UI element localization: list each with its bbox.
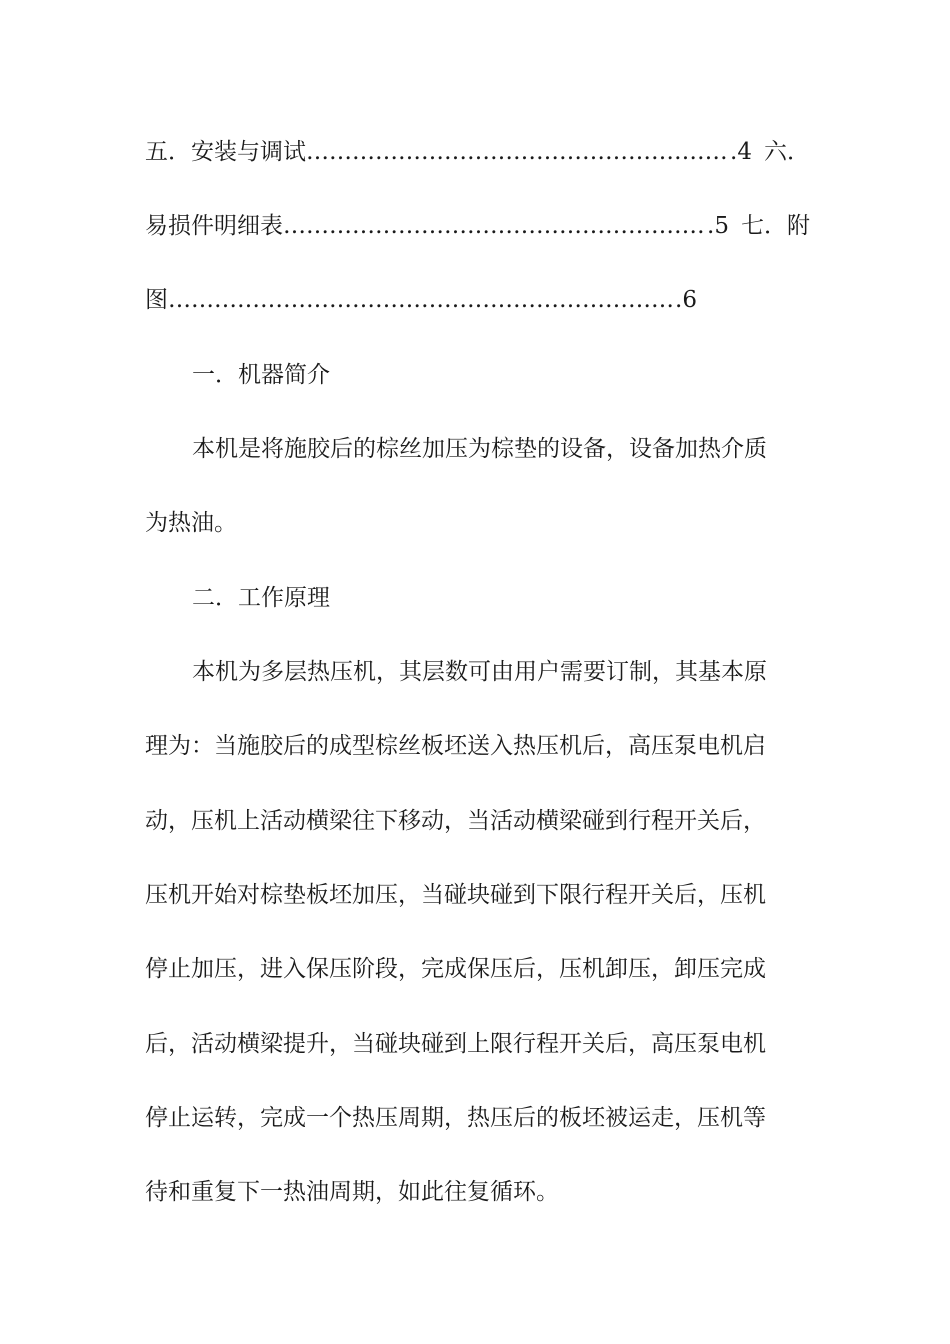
toc-page: .5 xyxy=(707,213,729,239)
toc-next-label: 六． xyxy=(764,139,810,165)
toc-page: .6 xyxy=(675,287,697,313)
paragraph-line: 本机是将施胶后的棕丝加压为棕垫的设备，设备加热介质 xyxy=(192,436,767,462)
paragraph-line: 本机为多层热压机，其层数可由用户需要订制，其基本原 xyxy=(192,659,767,685)
toc-next-label: 七．附 xyxy=(741,213,810,239)
toc-label: 易损件明细表 xyxy=(145,213,283,239)
toc-entry xyxy=(145,137,810,167)
toc-leader-dots xyxy=(168,285,675,315)
toc-leader-dots xyxy=(283,211,707,241)
toc-page: .4 xyxy=(730,139,752,165)
paragraph-line: 理为：当施胶后的成型棕丝板坯送入热压机后，高压泵电机启 xyxy=(145,733,766,759)
paragraph-line: 待和重复下一热油周期，如此往复循环。 xyxy=(145,1179,559,1205)
paragraph-line: 动，压机上活动横梁往下移动，当活动横梁碰到行程开关后， xyxy=(145,808,766,834)
toc-entry xyxy=(145,285,697,315)
paragraph-line: 压机开始对棕垫板坯加压，当碰块碰到下限行程开关后，压机 xyxy=(145,882,766,908)
section-heading: 一．机器简介 xyxy=(192,362,330,388)
paragraph-line: 后，活动横梁提升，当碰块碰到上限行程开关后，高压泵电机 xyxy=(145,1031,766,1057)
paragraph-line: 停止运转，完成一个热压周期，热压后的板坯被运走，压机等 xyxy=(145,1105,766,1131)
toc-leader-dots xyxy=(306,137,730,167)
toc-entry xyxy=(145,211,810,241)
section-heading: 二．工作原理 xyxy=(192,585,330,611)
paragraph-line: 停止加压，进入保压阶段，完成保压后，压机卸压，卸压完成 xyxy=(145,956,766,982)
paragraph-line: 为热油。 xyxy=(145,510,237,536)
toc-label: 五．安装与调试 xyxy=(145,139,306,165)
toc-label: 图 xyxy=(145,287,168,313)
